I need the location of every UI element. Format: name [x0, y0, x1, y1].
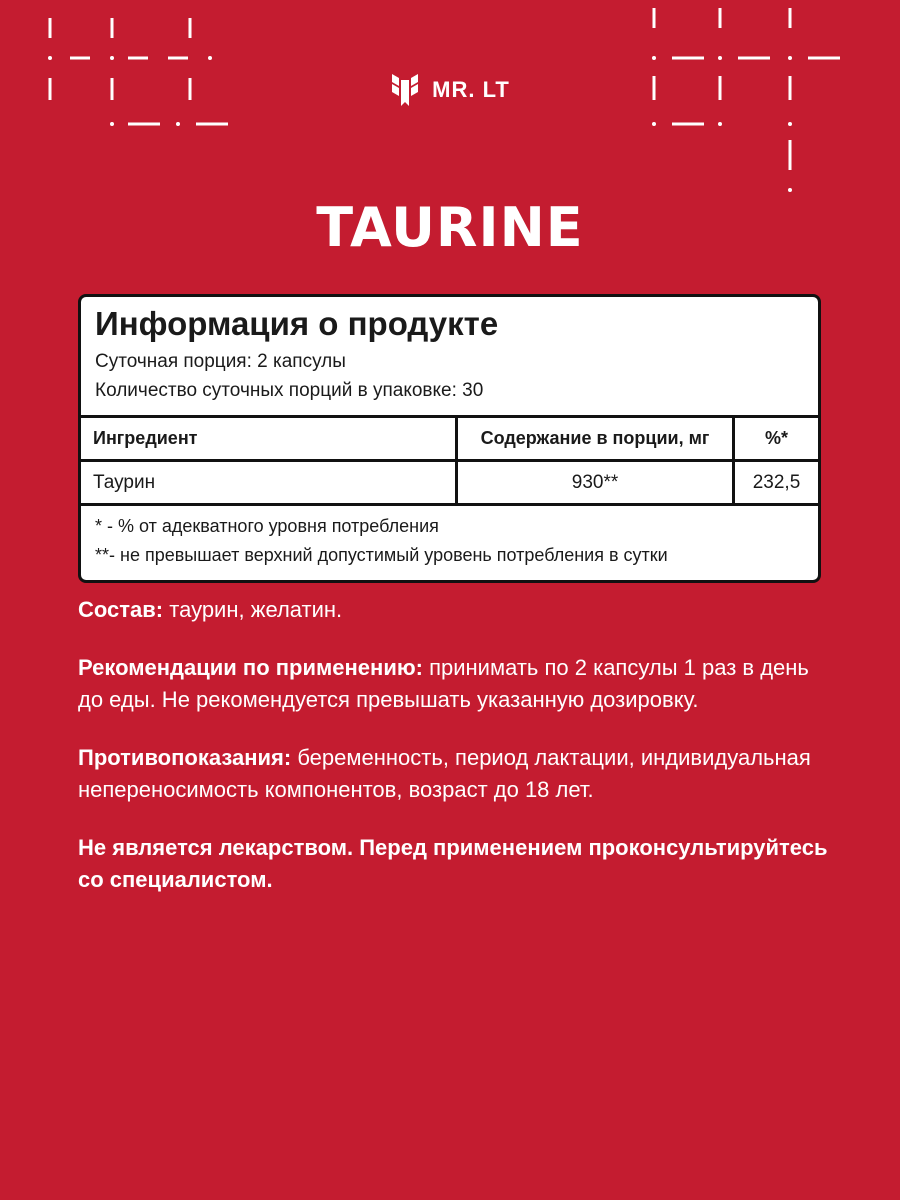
servings-per-pack: Количество суточных порций в упаковке: 30 — [95, 380, 484, 401]
medical-disclaimer: Не является лекарством. Перед применением проконсультируйтесь со специалистом. — [78, 835, 828, 892]
serving-size: Суточная порция: 2 капсулы — [95, 351, 346, 372]
brand-name: MR. LT — [432, 77, 510, 102]
column-header-amount: Содержание в порции, мг — [457, 418, 734, 461]
ingredient-name: Таурин — [81, 461, 457, 505]
ingredients-table — [81, 418, 818, 506]
info-header — [81, 297, 818, 418]
contraindications-text: беременность, период лактации, индивидуальная непереносимость компонентов, возраст до 18 лет. — [78, 745, 811, 802]
footnotes — [81, 506, 818, 580]
composition-label: Состав: — [78, 597, 164, 622]
ingredient-amount: 930** — [457, 461, 734, 505]
ingredient-percent: 232,5 — [734, 461, 819, 505]
brand — [0, 72, 900, 108]
info-heading: Информация о продукте — [95, 305, 499, 342]
column-header-percent: %* — [734, 418, 819, 461]
product-description — [78, 594, 838, 896]
contraindications — [78, 742, 838, 806]
usage-label: Рекомендации по применению: — [78, 655, 423, 680]
composition-text: таурин, желатин. — [163, 597, 343, 622]
table-row — [81, 461, 818, 505]
usage-text: принимать по 2 капсулы 1 раз в день до еды. Не рекомендуется превышать указанную дозировку. — [78, 655, 809, 712]
product-info-card — [78, 294, 821, 583]
usage-recommendations — [78, 652, 838, 716]
footnote: * - % от адекватного уровня потребления — [95, 516, 439, 536]
footnote: **- не превышает верхний допустимый уровень потребления в сутки — [95, 545, 668, 565]
table-header-row — [81, 418, 818, 461]
column-header-ingredient: Ингредиент — [81, 418, 457, 461]
composition — [78, 594, 838, 626]
contraindications-label: Противопоказания: — [78, 745, 292, 770]
brand-logo-icon — [390, 72, 420, 108]
product-title: TAURINE — [316, 196, 584, 259]
